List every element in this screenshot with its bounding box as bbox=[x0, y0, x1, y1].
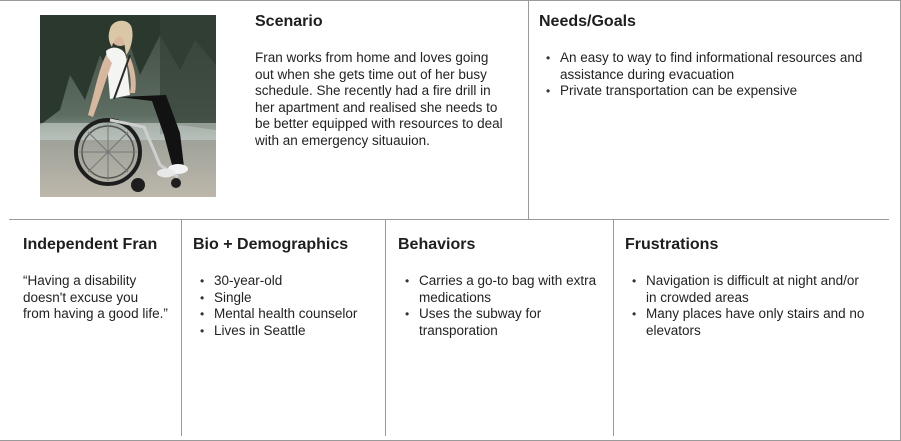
list-item: • Navigation is difficult at night and/or in crowded areas bbox=[630, 273, 865, 306]
bio-heading: Bio + Demographics bbox=[193, 236, 349, 253]
behaviors-list bbox=[403, 273, 603, 339]
frustrations-list bbox=[630, 273, 865, 339]
list-item: • Many places have only stairs and no elevators bbox=[630, 306, 865, 339]
row-divider bbox=[9, 219, 889, 220]
list-item: • Mental health counselor bbox=[198, 306, 378, 323]
scenario-heading: Scenario bbox=[255, 13, 323, 30]
persona-quote: “Having a disability doesn't excuse you from having a good life.” bbox=[23, 273, 168, 322]
persona-photo bbox=[40, 15, 216, 197]
scenario-text: Fran works from home and loves going out when she gets time out of her busy schedule. She recently had a fire drill in her apartment and realised she needs to be better equipped with resources to deal with an emergency situauion. bbox=[255, 50, 503, 148]
needs-goals-heading: Needs/Goals bbox=[539, 13, 636, 30]
list-item: • Single bbox=[198, 290, 378, 307]
bottom-divider-2 bbox=[385, 220, 386, 436]
list-item: • Carries a go-to bag with extra medications bbox=[403, 273, 603, 306]
persona-name-heading: Independent Fran bbox=[23, 236, 158, 253]
bottom-divider-1 bbox=[181, 220, 182, 436]
list-item: • Private transportation can be expensive bbox=[544, 83, 874, 100]
top-column-divider bbox=[528, 0, 529, 220]
list-item: • Uses the subway for transporation bbox=[403, 306, 603, 339]
frustrations-heading: Frustrations bbox=[625, 236, 719, 253]
bottom-divider-3 bbox=[613, 220, 614, 436]
bio-list bbox=[198, 273, 378, 339]
list-item: • An easy to way to find informational resources and assistance during evacuation bbox=[544, 50, 874, 83]
list-item: • 30-year-old bbox=[198, 273, 378, 290]
behaviors-heading: Behaviors bbox=[398, 236, 476, 253]
needs-goals-list bbox=[544, 50, 874, 100]
top-border bbox=[0, 0, 901, 1]
list-item: • Lives in Seattle bbox=[198, 323, 378, 340]
